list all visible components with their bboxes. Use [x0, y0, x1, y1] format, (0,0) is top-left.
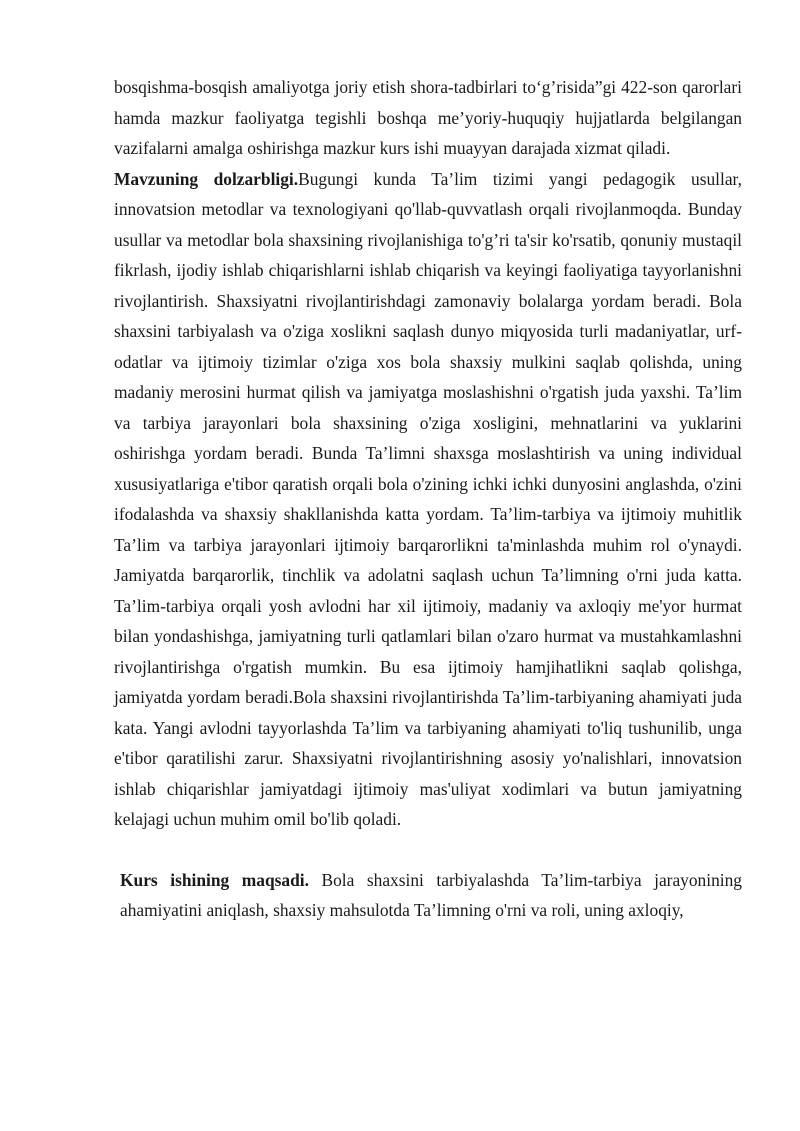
relevance-heading: Mavzuning dolzarbligi.	[114, 168, 299, 189]
document-page	[114, 72, 742, 926]
paragraph-intro-text: bosqishma-bosqish amaliyotga joriy etish shora-tadbirlari to‘g’risida”gi 422-son qarorlari hamda mazkur faoliyatga tegishli boshqa me’yoriy-huquqiy hujjatlarda belgilangan vazifalarni amalga oshirishga mazkur kurs ishi muayyan darajada xizmat qiladi.	[114, 77, 742, 158]
paragraph-goal	[114, 865, 742, 926]
paragraph-spacer	[114, 835, 742, 865]
relevance-text: Bugungi kunda Ta’lim tizimi yangi pedagogik usullar, innovatsion metodlar va texnologiyani qo'llab-quvvatlash orqali rivojlanmoqda. Bunday usullar va metodlar bola shaxsining rivojlanishiga to'g’ri ta'sir ko'rsatib, qonuniy mustaqil fikrlash, ijodiy ishlab chiqarishlarni ishlab chiqarish va keyingi faoliyatiga tayyorlanishni rivojlantirish. Shaxsiyatni rivojlantirishdagi zamonaviy bolalarga yordam beradi. Bola shaxsini tarbiyalash va o'ziga xoslikni saqlash dunyo miqyosida turli madaniyatlar, urf-odatlar va ijtimoiy tizimlar o'ziga xos bola shaxsiy mulkini saqlab qolishda, uning madaniy merosini hurmat qilish va jamiyatga moslashishni o'rgatish juda yaxshi. Ta’lim va tarbiya jarayonlari bola shaxsining o'ziga xosligini, mehnatlarini va yuklarini oshirishga yordam beradi. Bunda Ta’limni shaxsga moslashtirish va uning individual xususiyatlariga e'tibor qaratish orqali bola o'zining ichki ichki dunyosini anglashda, o'zini ifodalashda va shaxsiy shakllanishda katta yordam. Ta’lim-tarbiya va ijtimoiy muhitlik Ta’lim va tarbiya jarayonlari ijtimoiy barqarorlikni ta'minlashda muhim rol o'ynaydi. Jamiyatda barqarorlik, tinchlik va adolatni saqlash uchun Ta’limning o'rni juda katta. Ta’lim-tarbiya orqali yosh avlodni har xil ijtimoiy, madaniy va axloqiy me'yor hurmat bilan yondashishga, jamiyatning turli qatlamlari bilan o'zaro hurmat va mustahkamlashni rivojlantirishga o'rgatish mumkin. Bu esa ijtimoiy hamjihatlikni saqlab qolishga, jamiyatda yordam beradi.Bola shaxsini rivojlantirishda Ta’lim-tarbiyaning ahamiyati juda kata. Yangi avlodni tayyorlashda Ta’lim va tarbiyaning ahamiyati to'liq tushunilib, unga e'tibor qaratilishi zarur. Shaxsiyatni rivojlantirishning asosiy yo'nalishlari, innovatsion ishlab chiqarishlar jamiyatdagi ijtimoiy mas'uliyat xodimlari va butun jamiyatning kelajagi uchun muhim omil bo'lib qoladi.	[114, 168, 742, 829]
paragraph-intro	[114, 72, 742, 164]
goal-heading: Kurs ishining maqsadi.	[120, 869, 309, 890]
goal-text: Bola shaxsini tarbiyalashda Ta’lim-tarbiya jarayonining ahamiyatini aniqlash, shaxsiy mahsulotda Ta’limning o'rni va roli, uning axloqiy,	[120, 869, 743, 920]
paragraph-relevance	[114, 164, 742, 835]
